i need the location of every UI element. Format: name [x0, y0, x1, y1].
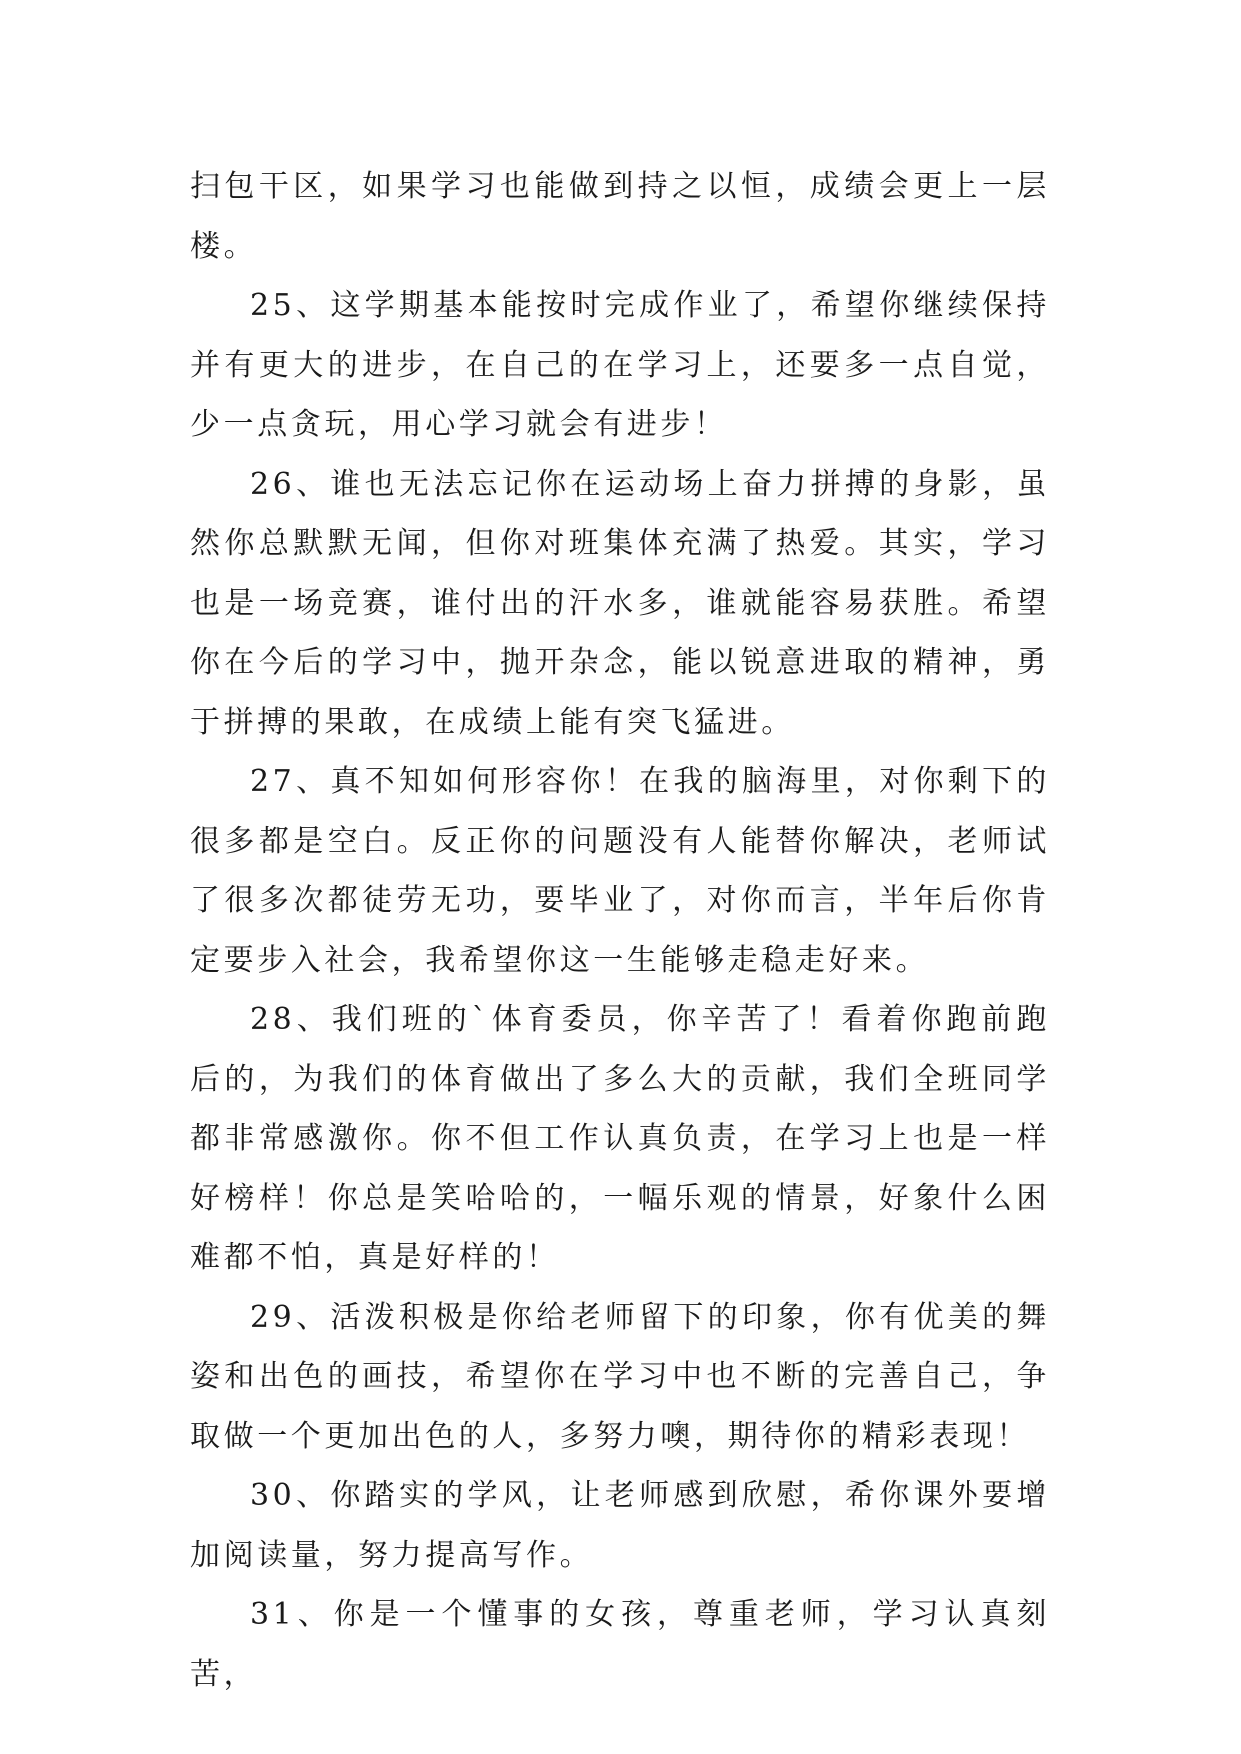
paragraph: 29、活泼积极是你给老师留下的印象，你有优美的舞姿和出色的画技，希望你在学习中也不断的完善自己，争取做一个更加出色的人，多努力噢，期待你的精彩表现！: [190, 1299, 1050, 1454]
paragraph: 30、你踏实的学风，让老师感到欣慰，希你课外要增加阅读量，努力提高写作。: [190, 1478, 1050, 1573]
paragraph: 26、谁也无法忘记你在运动场上奋力拼搏的身影，虽然你总默默无闻，但你对班集体充满了热爱。其实，学习也是一场竞赛，谁付出的汗水多，谁就能容易获胜。希望你在今后的学习中，抛开杂念，能以锐意进取的精神，勇于拼搏的果敢，在成绩上能有突飞猛进。: [190, 466, 1050, 740]
paragraph: 27、真不知如何形容你！在我的脑海里，对你剩下的很多都是空白。反正你的问题没有人能替你解决，老师试了很多次都徒劳无功，要毕业了，对你而言，半年后你肯定要步入社会，我希望你这一生能够走稳走好来。: [190, 764, 1050, 978]
paragraph: 28、我们班的`体育委员，你辛苦了！看着你跑前跑后的，为我们的体育做出了多么大的贡献，我们全班同学都非常感激你。你不但工作认真负责，在学习上也是一样好榜样！你总是笑哈哈的，一幅乐观的情景，好象什么困难都不怕，真是好样的！: [190, 1002, 1050, 1275]
paragraph: 25、这学期基本能按时完成作业了，希望你继续保持并有更大的进步，在自己的在学习上，还要多一点自觉，少一点贪玩，用心学习就会有进步！: [190, 288, 1050, 442]
document-body: [190, 157, 1050, 1704]
paragraph: 31、你是一个懂事的女孩，尊重老师，学习认真刻苦，: [190, 1597, 1050, 1692]
paragraph: 扫包干区，如果学习也能做到持之以恒，成绩会更上一层楼。: [190, 169, 1050, 264]
